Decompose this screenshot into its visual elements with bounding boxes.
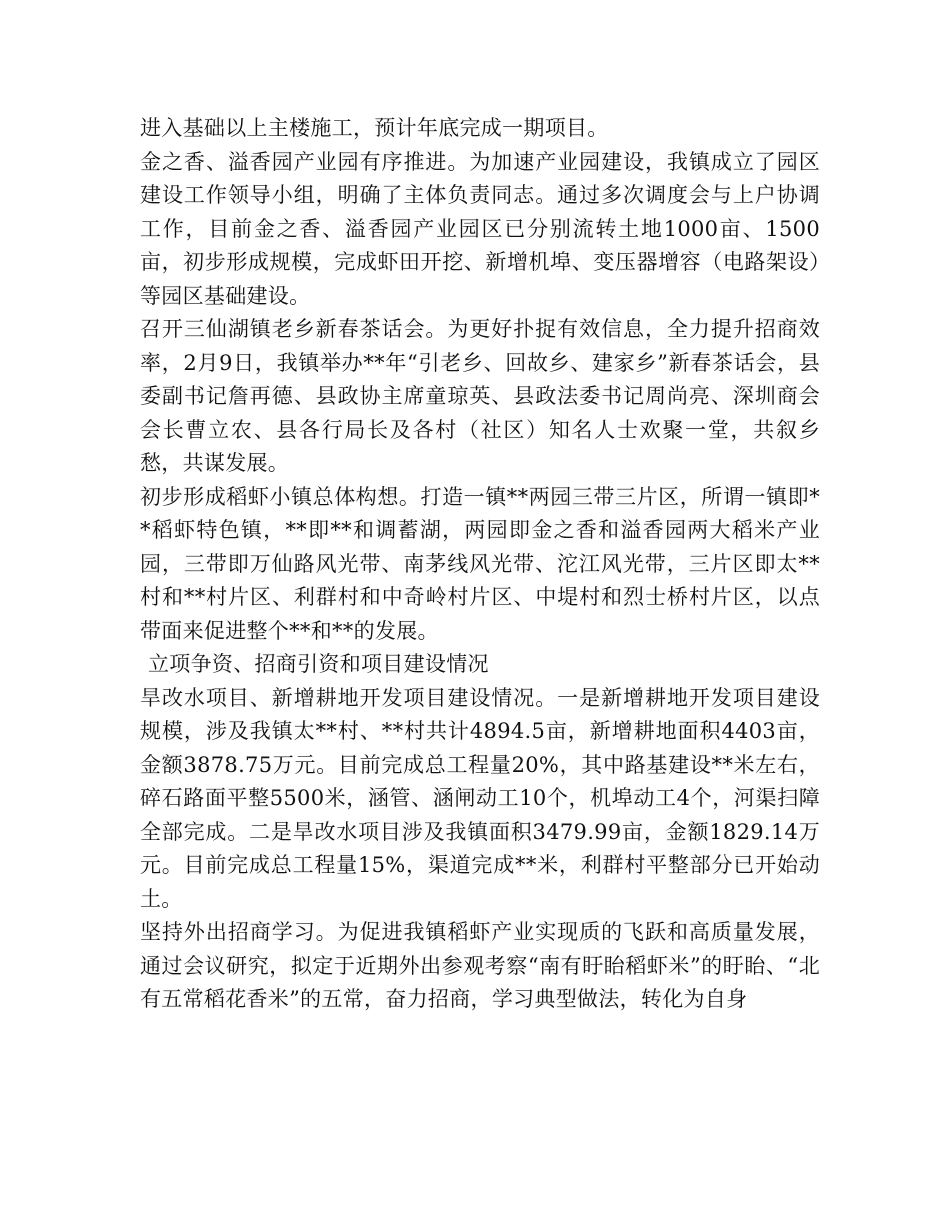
paragraph-4: 初步形成稻虾小镇总体构想。打造一镇**两园三带三片区，所谓一镇即**稻虾特色镇，**即**和调蓄湖，两园即金之香和溢香园两大稻米产业园，三带即万仙路风光带、南茅线风光带、沱江风光带，三片区即太**村和**村片区、利群村和中奇岭村片区、中堤村和烈士桥村片区，以点带面来促进整个**和**的发展。 (140, 484, 820, 643)
paragraph-2: 金之香、溢香园产业园有序推进。为加速产业园建设，我镇成立了园区建设工作领导小组，明确了主体负责同志。通过多次调度会与上户协调工作，目前金之香、溢香园产业园区已分别流转土地1000亩、1500亩，初步形成规模，完成虾田开挖、新增机埠、变压器增容（电路架设）等园区基础建设。 (140, 149, 820, 308)
paragraph-7: 坚持外出招商学习。为促进我镇稻虾产业实现质的飞跃和高质量发展，通过会议研究，拟定于近期外出参观考察“南有盱眙稻虾米”的盱眙、“北有五常稻花香米”的五常，奋力招商，学习典型做法，转化为自身 (140, 920, 820, 1011)
section-heading: 立项争资、招商引资和项目建设情况 (148, 652, 489, 676)
document-body (140, 112, 820, 1017)
paragraph-1: 进入基础以上主楼施工，预计年底完成一期项目。 (140, 116, 609, 140)
paragraph-6: 旱改水项目、新增耕地开发项目建设情况。一是新增耕地开发项目建设规模，涉及我镇太**村、**村共计4894.5亩，新增耕地面积4403亩，金额3878.75万元。目前完成总工程量20%，其中路基建设**米左右，碎石路面平整5500米，涵管、涵闸动工10个，机埠动工4个，河渠扫障全部完成。二是旱改水项目涉及我镇面积3479.99亩，金额1829.14万元。目前完成总工程量15%，渠道完成**米，利群村平整部分已开始动土。 (140, 685, 820, 911)
paragraph-3: 召开三仙湖镇老乡新春茶话会。为更好扑捉有效信息，全力提升招商效率，2月9日，我镇举办**年“引老乡、回故乡、建家乡”新春茶话会，县委副书记詹再德、县政协主席童琼英、县政法委书记周尚亮、深圳商会会长曹立农、县各行局长及各村（社区）知名人士欢聚一堂，共叙乡愁，共谋发展。 (140, 317, 820, 475)
